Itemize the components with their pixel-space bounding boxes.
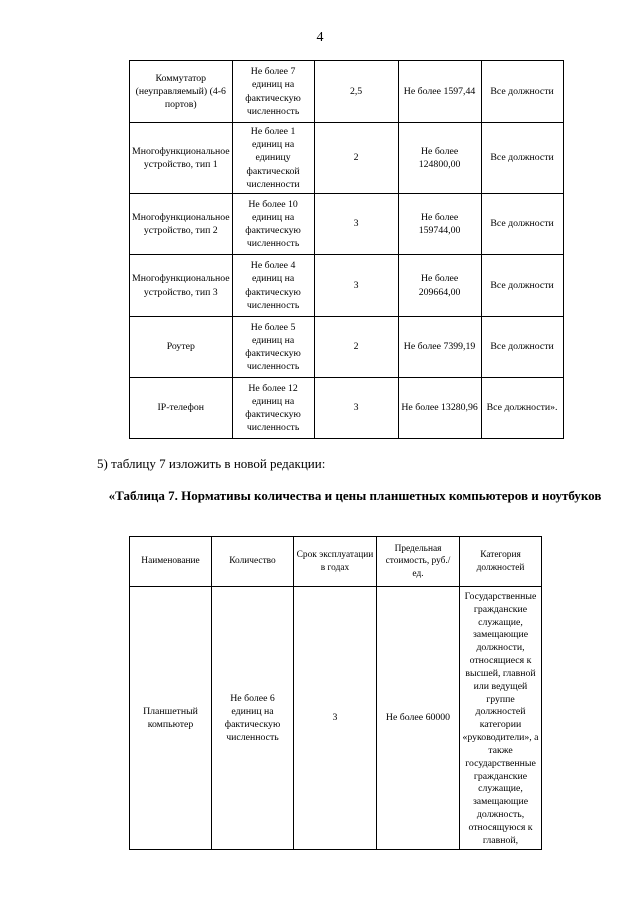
cell-category: Все должности bbox=[481, 194, 563, 255]
cell-price: Не более 209664,00 bbox=[398, 255, 481, 317]
cell-name: Многофункциональное устройство, тип 1 bbox=[130, 123, 233, 194]
cell-quantity: Не более 1 единиц на единицу фактической численности bbox=[232, 123, 314, 194]
list-item-5: 5) таблицу 7 изложить в новой редакции: bbox=[97, 456, 326, 471]
table-row bbox=[130, 61, 564, 123]
table-6-continuation bbox=[129, 60, 564, 439]
header-price: Предельная стоимость, руб./ ед. bbox=[377, 537, 460, 587]
table-row bbox=[130, 123, 564, 194]
table-row bbox=[130, 587, 542, 850]
cell-quantity: Не более 7 единиц на фактическую численность bbox=[232, 61, 314, 123]
cell-name: Многофункциональное устройство, тип 3 bbox=[130, 255, 233, 317]
cell-quantity: Не более 5 единиц на фактическую численность bbox=[232, 317, 314, 378]
cell-category: Все должности bbox=[481, 61, 563, 123]
cell-price: Не более 124800,00 bbox=[398, 123, 481, 194]
page-number: 4 bbox=[316, 30, 324, 45]
cell-category: Все должности bbox=[481, 123, 563, 194]
cell-quantity: Не более 6 единиц на фактическую численность bbox=[212, 587, 294, 850]
cell-term: 3 bbox=[294, 587, 377, 850]
cell-term: 3 bbox=[314, 378, 398, 439]
header-quantity: Количество bbox=[212, 537, 294, 587]
cell-quantity: Не более 12 единиц на фактическую численность bbox=[232, 378, 314, 439]
table-row bbox=[130, 194, 564, 255]
table-7 bbox=[129, 536, 542, 850]
cell-price: Не более 1597,44 bbox=[398, 61, 481, 123]
cell-term: 2,5 bbox=[314, 61, 398, 123]
header-term: Срок эксплуатации в годах bbox=[294, 537, 377, 587]
cell-term: 2 bbox=[314, 123, 398, 194]
cell-price: Не более 60000 bbox=[377, 587, 460, 850]
cell-price: Не более 7399,19 bbox=[398, 317, 481, 378]
table-7-title: «Таблица 7. Нормативы количества и цены планшетных компьютеров и ноутбуков bbox=[108, 488, 602, 503]
cell-category: Все должности». bbox=[481, 378, 563, 439]
cell-price: Не более 159744,00 bbox=[398, 194, 481, 255]
header-category: Категория должностей bbox=[460, 537, 542, 587]
cell-name: Роутер bbox=[130, 317, 233, 378]
table-row bbox=[130, 378, 564, 439]
cell-price: Не более 13280,96 bbox=[398, 378, 481, 439]
table-row bbox=[130, 255, 564, 317]
cell-name: IP-телефон bbox=[130, 378, 233, 439]
cell-term: 2 bbox=[314, 317, 398, 378]
table-header-row bbox=[130, 537, 542, 587]
cell-name: Коммутатор (неуправляемый) (4-6 портов) bbox=[130, 61, 233, 123]
cell-quantity: Не более 10 единиц на фактическую численность bbox=[232, 194, 314, 255]
cell-name: Планшетный компьютер bbox=[130, 587, 212, 850]
cell-term: 3 bbox=[314, 255, 398, 317]
cell-category: Государственные гражданские служащие, замещающие должности, относящиеся к высшей, главной или ведущей группе должностей категории «руководители», а также государственные гражданские служащие, замещающие должность, относящуюся к главной, bbox=[460, 587, 542, 850]
cell-quantity: Не более 4 единиц на фактическую численность bbox=[232, 255, 314, 317]
header-name: Наименование bbox=[130, 537, 212, 587]
cell-name: Многофункциональное устройство, тип 2 bbox=[130, 194, 233, 255]
cell-term: 3 bbox=[314, 194, 398, 255]
cell-category: Все должности bbox=[481, 255, 563, 317]
table-row bbox=[130, 317, 564, 378]
cell-category: Все должности bbox=[481, 317, 563, 378]
